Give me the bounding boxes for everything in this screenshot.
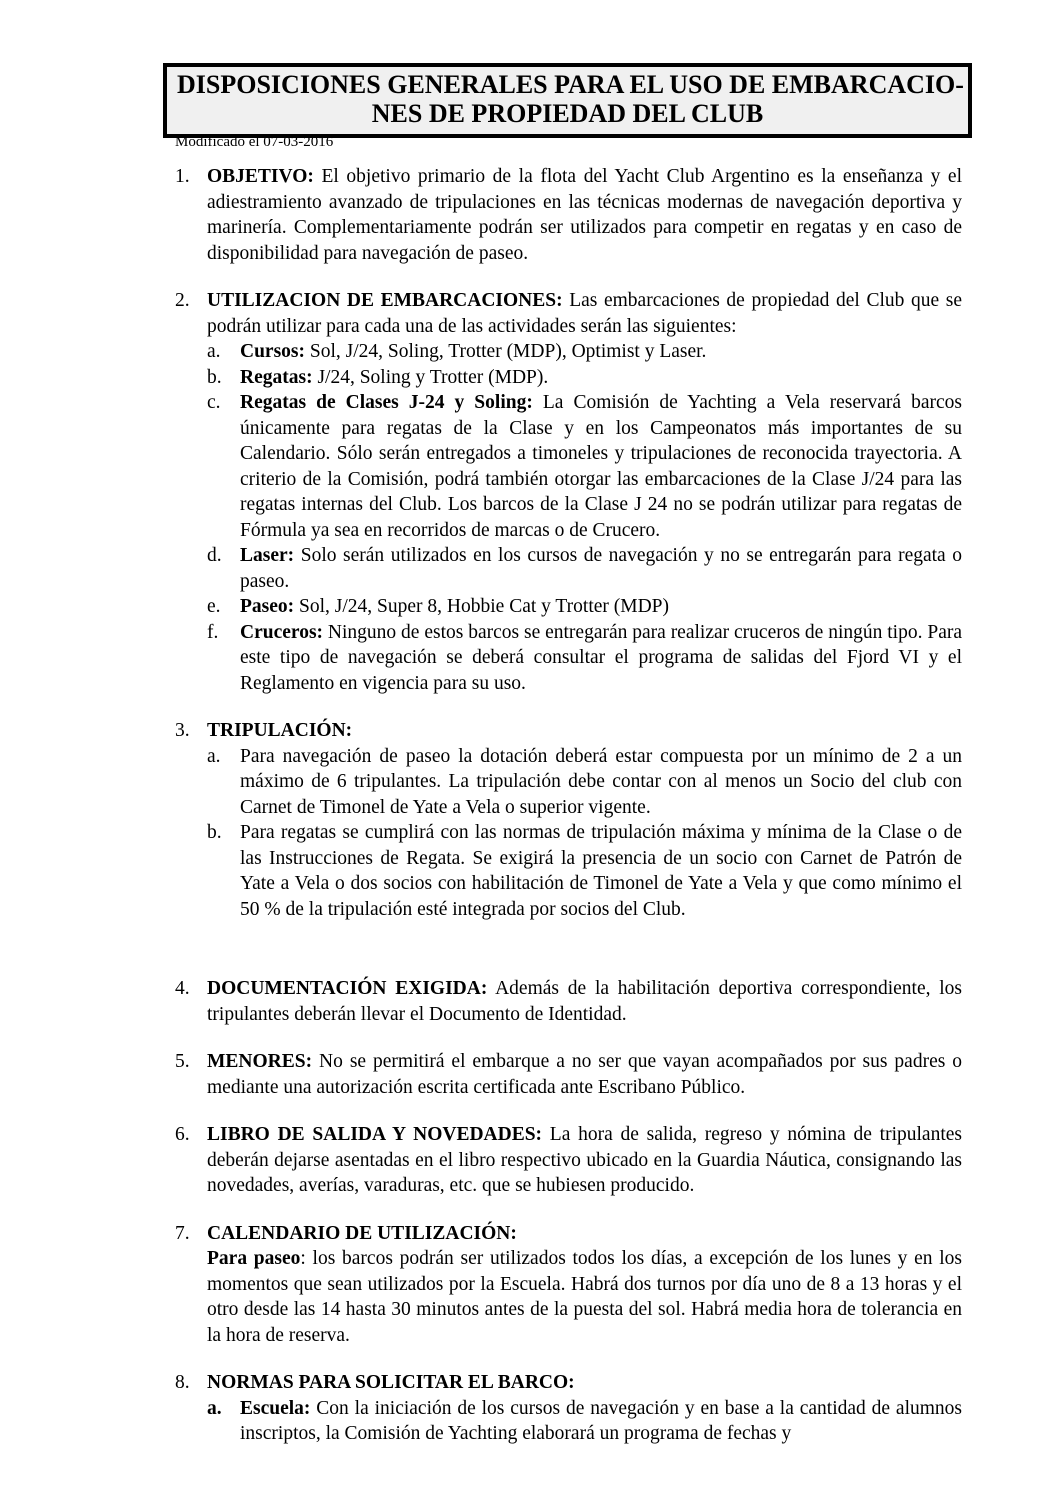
section-heading: MENORES:: [207, 1051, 313, 1072]
section-paragraph: [207, 288, 962, 339]
list-item: [207, 365, 962, 391]
section: [175, 718, 962, 922]
item-label: Regatas:: [240, 366, 313, 388]
section-text: La hora de salida, regreso y nómina de tripulantes deberán dejarse asentadas en el libro respectivo ubicado en la Guardia Náutica, consignando las novedades, averías, varaduras, etc. que se hubiesen producido.: [207, 1124, 962, 1196]
paragraph-label: Para paseo: [207, 1248, 301, 1269]
item-paragraph: [240, 594, 962, 620]
section-number: 6.: [175, 1124, 190, 1145]
section-paragraph: [207, 1370, 962, 1396]
section-body: [207, 164, 962, 266]
document-body: [175, 164, 962, 1447]
item-label: Cruceros:: [240, 621, 324, 643]
section-body: [207, 1122, 962, 1199]
section-body: [207, 1370, 962, 1447]
item-letter: e.: [207, 596, 221, 617]
section-heading: UTILIZACION DE EMBARCACIONES:: [207, 290, 563, 311]
item-text: Para navegación de paseo la dotación deberá estar compuesta por un mínimo de 2 a un máximo de 6 tripulantes. La tripulación debe contar con al menos un Socio del club con Carnet de Timonel de Yate a Vela o superior vigente.: [240, 745, 962, 818]
section-body: [207, 1221, 962, 1349]
item-paragraph: [240, 339, 962, 365]
section: [175, 1049, 962, 1100]
section-paragraph: [207, 1221, 962, 1247]
section-text: El objetivo primario de la flota del Yacht Club Argentino es la enseñanza y el adiestramiento avanzado de tripulaciones en las técnicas modernas de navegación deportiva y marinería. Complementariamente podrán ser utilizados para competir en regatas y en caso de disponibilidad para navegación de paseo.: [207, 166, 963, 264]
section-heading: NORMAS PARA SOLICITAR EL BARCO:: [207, 1372, 575, 1393]
section-number: 5.: [175, 1051, 190, 1072]
item-paragraph: [240, 390, 962, 543]
list-item: [207, 594, 962, 620]
list-item: [207, 543, 962, 594]
section-number: 4.: [175, 978, 190, 999]
list-item: [207, 390, 962, 543]
section-text: Además de la habilitación deportiva correspondiente, los tripulantes deberán llevar el Documento de Identidad.: [207, 978, 963, 1025]
list-item: [207, 1396, 962, 1447]
item-label: Cursos:: [240, 341, 306, 362]
section-paragraph: [207, 1049, 962, 1100]
item-text: J/24, Soling y Trotter (MDP).: [317, 366, 549, 388]
item-letter: a.: [207, 1397, 222, 1419]
title-box: [163, 63, 972, 138]
item-label: Escuela:: [240, 1397, 311, 1419]
section-heading: OBJETIVO:: [207, 166, 314, 187]
document-title-line-2: NES DE PROPIEDAD DEL CLUB: [371, 99, 764, 128]
item-letter: f.: [207, 621, 219, 643]
item-text: Solo serán utilizados en los cursos de navegación y no se entregarán para regata o paseo.: [240, 545, 963, 592]
item-letter: b.: [207, 366, 222, 388]
item-paragraph: [240, 1396, 962, 1447]
document-title-line-1: DISPOSICIONES GENERALES PARA EL USO DE EMBARCACIO-: [177, 70, 964, 99]
section-body: [207, 718, 962, 922]
item-text: Sol, J/24, Super 8, Hobbie Cat y Trotter (MDP): [299, 596, 670, 617]
section-number: 3.: [175, 720, 190, 741]
section-paragraph: [207, 1246, 962, 1348]
item-letter: a.: [207, 745, 221, 767]
section-number: 2.: [175, 290, 190, 311]
section-body: [207, 1049, 962, 1100]
section-paragraph: [207, 976, 962, 1027]
item-text: Sol, J/24, Soling, Trotter (MDP), Optimist y Laser.: [309, 341, 707, 362]
section-number: 8.: [175, 1372, 190, 1393]
section-heading: DOCUMENTACIÓN EXIGIDA:: [207, 978, 488, 999]
item-text: La Comisión de Yachting a Vela reservará barcos únicamente para regatas de la Clase y en los Campeonatos más importantes de su Calendario. Sólo serán entregados a timoneles y tripulaciones de reconocida trayectoria. A criterio de la Comisión, podrá también otorgar las embarcaciones de la Clase J/24 para las regatas internas del Club. Los barcos de la Clase J 24 no se podrán utilizar para regatas de Fórmula ya sea en recorridos de marcas o de Crucero.: [240, 392, 963, 541]
item-paragraph: [240, 620, 962, 697]
section-text: Las embarcaciones de propiedad del Club que se podrán utilizar para cada una de las actividades serán las siguientes:: [207, 290, 962, 337]
list-item: [207, 339, 962, 365]
section-heading: TRIPULACIÓN:: [207, 720, 353, 741]
section-paragraph: [207, 164, 962, 266]
item-paragraph: [240, 820, 962, 922]
section-body: [207, 976, 962, 1027]
item-letter: b.: [207, 822, 222, 843]
section: [175, 288, 962, 696]
item-text: Para regatas se cumplirá con las normas de tripulación máxima y mínima de la Clase o de las Instrucciones de Regata. Se exigirá la presencia de un socio con Carnet de Patrón de Yate a Vela o dos socios con habilitación de Timonel de Yate a Vela y que como mínimo el 50 % de la tripulación esté integrada por socios del Club.: [240, 822, 962, 920]
section-text: No se permitirá el embarque a no ser que vayan acompañados por sus padres o mediante una autorización escrita certificada ante Escribano Público.: [207, 1051, 963, 1098]
section-body: [207, 288, 962, 696]
modified-date-note: Modificado el 07-03-2016: [175, 134, 334, 150]
item-text: Con la iniciación de los cursos de navegación y en base a la cantidad de alumnos inscriptos, la Comisión de Yachting elaborará un programa de fechas y: [240, 1397, 963, 1444]
section: [175, 1221, 962, 1349]
section-paragraph: [207, 718, 962, 744]
section: [175, 164, 962, 266]
section: [175, 1370, 962, 1447]
section: [175, 1122, 962, 1199]
list-item: [207, 820, 962, 922]
paragraph-text: : los barcos podrán ser utilizados todos los días, a excepción de los lunes y en los momentos que sean utilizados por la Escuela. Habrá dos turnos por día uno de 8 a 13 horas y el otro desde las 14 hasta 30 minutos antes de la puesta del sol. Habrá media hora de tolerancia en la hora de reserva.: [207, 1248, 963, 1346]
section-number: 7.: [175, 1222, 190, 1244]
item-paragraph: [240, 543, 962, 594]
list-item: [207, 620, 962, 697]
section-number: 1.: [175, 166, 190, 187]
section-heading: LIBRO DE SALIDA Y NOVEDADES:: [207, 1124, 543, 1145]
item-text: Ninguno de estos barcos se entregarán para realizar cruceros de ningún tipo. Para este tipo de navegación se deberá consultar el programa de salidas del Fjord VI y el Reglamento en vigencia para su uso.: [240, 621, 963, 694]
item-paragraph: [240, 365, 962, 391]
section-heading: CALENDARIO DE UTILIZACIÓN:: [207, 1222, 517, 1244]
section: [175, 976, 962, 1027]
section-paragraph: [207, 1122, 962, 1199]
item-paragraph: [240, 744, 962, 821]
item-letter: a.: [207, 341, 221, 362]
item-label: Regatas de Clases J-24 y Soling:: [240, 392, 533, 413]
item-label: Paseo:: [240, 596, 295, 617]
list-item: [207, 744, 962, 821]
item-letter: c.: [207, 392, 221, 413]
item-letter: d.: [207, 545, 222, 566]
item-label: Laser:: [240, 545, 295, 566]
